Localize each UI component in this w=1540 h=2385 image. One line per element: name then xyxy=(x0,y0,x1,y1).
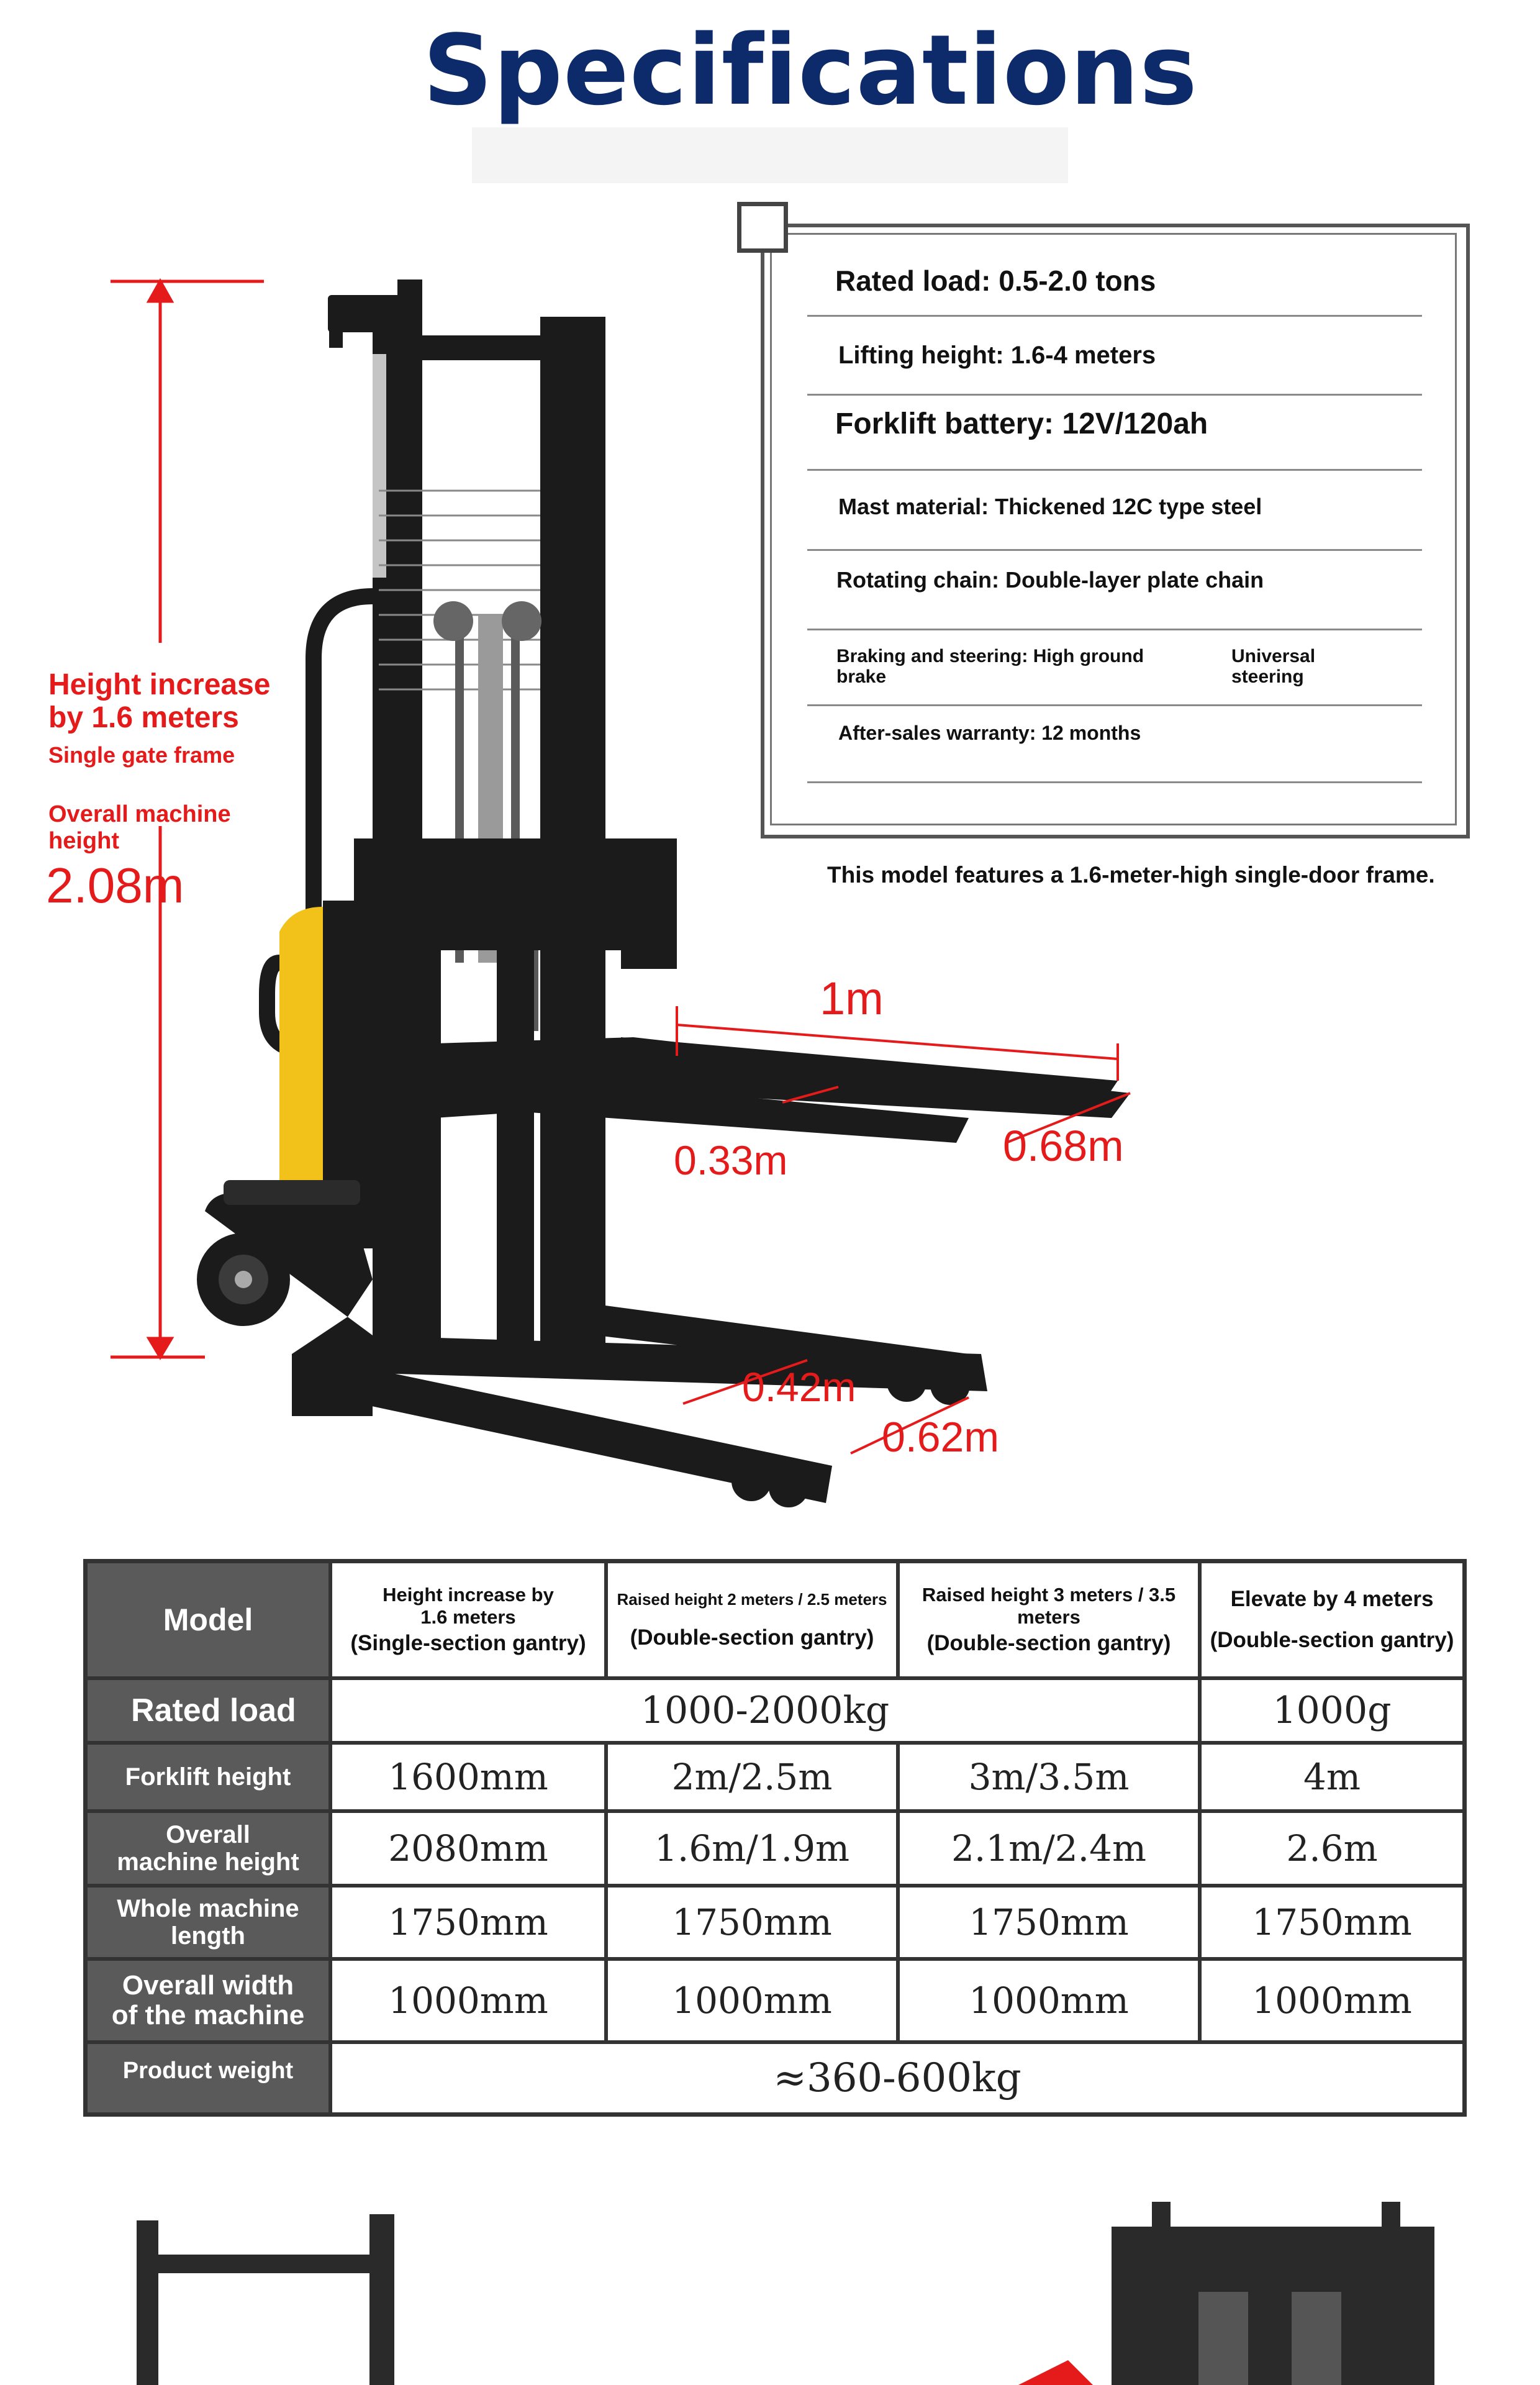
column-header-line1: Raised height 2 meters / 2.5 meters xyxy=(617,1589,887,1609)
height-increase-line1: Height increase xyxy=(48,668,271,701)
rated-load-last: 1000g xyxy=(1200,1678,1464,1743)
column-header xyxy=(898,1561,1200,1678)
row-label-line1: Overall xyxy=(166,1821,250,1848)
length-value: 1750mm xyxy=(898,1886,1200,1959)
row-label-line1: Whole machine xyxy=(117,1895,299,1922)
spec-battery: Forklift battery: 12V/120ah xyxy=(835,407,1208,440)
overall-height-line1: Overall machine xyxy=(48,801,231,827)
column-header-line2: meters xyxy=(1017,1606,1080,1628)
leg-span-label: 0.62m xyxy=(882,1414,999,1461)
column-header-line1: Raised height 3 meters / 3.5 xyxy=(922,1584,1176,1606)
forklift-height-value: 2m/2.5m xyxy=(606,1743,898,1811)
row-label-line2: machine height xyxy=(117,1848,299,1876)
outriggers xyxy=(354,1304,987,1503)
spec-lifting-height: Lifting height: 1.6-4 meters xyxy=(838,342,1156,369)
row-label-length xyxy=(86,1886,330,1959)
spec-steering-line2: steering xyxy=(1231,666,1304,687)
forklift-height-value: 3m/3.5m xyxy=(898,1743,1200,1811)
spec-rotating-chain: Rotating chain: Double-layer plate chain xyxy=(836,567,1264,593)
spec-divider xyxy=(807,781,1422,783)
column-header-line3: (Double-section gantry) xyxy=(1210,1628,1454,1652)
row-label-line2: of the machine xyxy=(111,2000,305,2030)
width-value: 1000mm xyxy=(606,1959,898,2042)
leg-gap-label: 0.42m xyxy=(742,1364,856,1410)
length-value: 1750mm xyxy=(330,1886,606,1959)
row-label-weight: Product weight xyxy=(86,2042,330,2114)
row-label-line2: length xyxy=(171,1922,245,1950)
spec-divider xyxy=(807,629,1422,630)
spec-divider xyxy=(807,469,1422,471)
spec-box-corner xyxy=(737,202,788,253)
column-header-line3: (Double-section gantry) xyxy=(926,1631,1171,1655)
spec-divider xyxy=(807,704,1422,706)
width-value: 1000mm xyxy=(898,1959,1200,2042)
page-title: Specifications xyxy=(423,14,1198,127)
overall-height-line2: height xyxy=(48,828,119,854)
forklift-height-value: 1600mm xyxy=(330,1743,606,1811)
title-shadow xyxy=(472,127,1068,183)
length-value: 1750mm xyxy=(1200,1886,1464,1959)
rated-load-merged: 1000-2000kg xyxy=(330,1678,1200,1743)
overall-height-value: 2.08m xyxy=(46,858,184,913)
single-gate-frame: Single gate frame xyxy=(48,742,235,768)
width-value: 1000mm xyxy=(1200,1959,1464,2042)
weight-merged: ≈360-600kg xyxy=(330,2042,1464,2114)
spec-divider xyxy=(807,315,1422,317)
column-header xyxy=(606,1561,898,1678)
overall-height-value: 2.1m/2.4m xyxy=(898,1811,1200,1886)
bottom-machine-images xyxy=(0,2199,1540,2385)
column-header xyxy=(1200,1561,1464,1678)
spec-warranty: After-sales warranty: 12 months xyxy=(838,722,1141,744)
column-header-line3: (Single-section gantry) xyxy=(350,1631,586,1655)
row-label-width xyxy=(86,1959,330,2042)
spec-rated-load: Rated load: 0.5-2.0 tons xyxy=(835,265,1156,297)
column-header-line2: 1.6 meters xyxy=(420,1606,516,1628)
spec-mast-material: Mast material: Thickened 12C type steel xyxy=(838,494,1262,519)
column-header xyxy=(330,1561,606,1678)
width-value: 1000mm xyxy=(330,1959,606,2042)
fork-width-label: 0.33m xyxy=(674,1137,788,1183)
overall-height-value: 2080mm xyxy=(330,1811,606,1886)
row-label-line1: Overall width xyxy=(122,1969,294,2001)
spec-table xyxy=(83,1559,1467,2117)
spec-divider xyxy=(807,394,1422,396)
height-increase-line2: by 1.6 meters xyxy=(48,701,239,734)
row-label-overall-height xyxy=(86,1811,330,1886)
spec-braking-line1: Braking and steering: High ground xyxy=(836,646,1144,666)
length-value: 1750mm xyxy=(606,1886,898,1959)
caster-wheel xyxy=(197,1233,290,1326)
fork-span-label: 0.68m xyxy=(1003,1122,1124,1170)
overall-height-value: 1.6m/1.9m xyxy=(606,1811,898,1886)
spec-steering-line1: Universal xyxy=(1231,646,1316,666)
column-header-line3: (Double-section gantry) xyxy=(630,1625,874,1650)
forklift-height-value: 4m xyxy=(1200,1743,1464,1811)
spec-braking-line2: brake xyxy=(836,666,887,687)
column-header-line1: Elevate by 4 meters xyxy=(1230,1587,1434,1611)
row-label-rated-load: Rated load xyxy=(86,1678,330,1743)
column-header-line1: Height increase by xyxy=(383,1584,554,1606)
fork-length-label: 1m xyxy=(820,973,884,1024)
model-note: This model features a 1.6-meter-high single-door frame. xyxy=(827,862,1435,888)
model-header: Model xyxy=(86,1561,330,1678)
spec-divider xyxy=(807,549,1422,551)
row-label-forklift-height: Forklift height xyxy=(86,1743,330,1811)
overall-height-value: 2.6m xyxy=(1200,1811,1464,1886)
